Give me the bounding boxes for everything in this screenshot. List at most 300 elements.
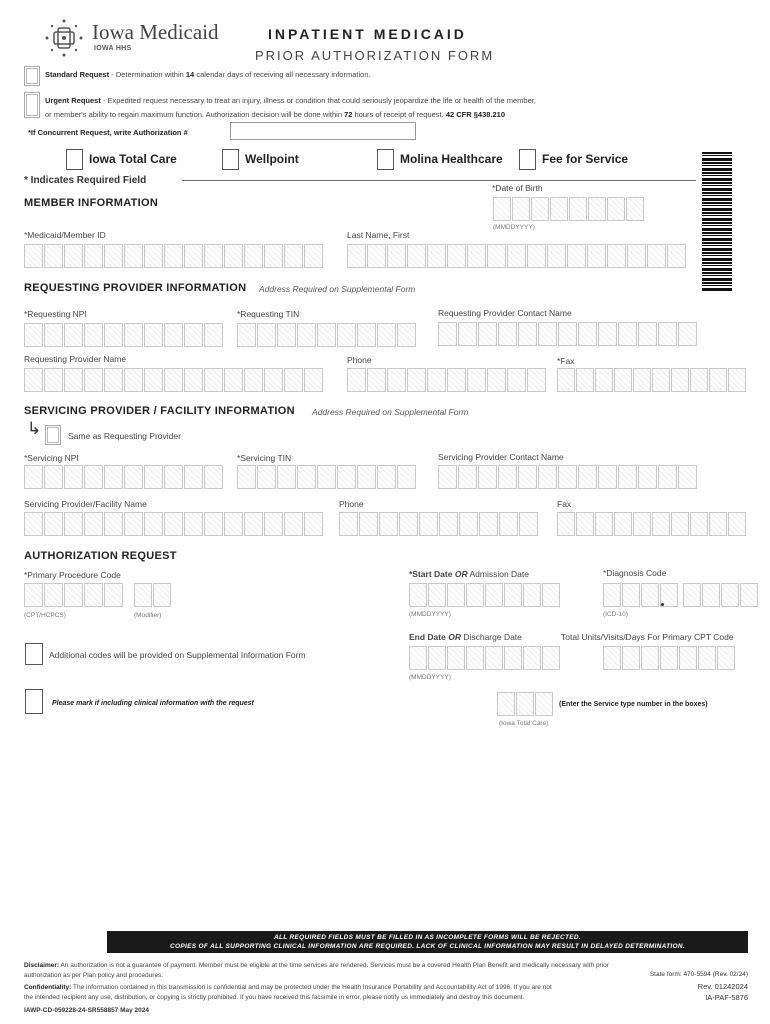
input-cell[interactable]: [507, 244, 526, 268]
service-type-label: (Enter the Service type number in the boxes): [559, 701, 708, 708]
input-cell[interactable]: [527, 244, 546, 268]
requesting-contact-label: Requesting Provider Contact Name: [438, 308, 572, 318]
input-cell[interactable]: [204, 368, 223, 392]
input-cell[interactable]: [709, 368, 727, 392]
member-id-label: *Medicaid/Member ID: [24, 230, 106, 240]
total-units-label: Total Units/Visits/Days For Primary CPT Code: [561, 632, 734, 642]
service-type-input[interactable]: [497, 692, 554, 716]
input-cell[interactable]: [641, 646, 659, 670]
input-cell[interactable]: [277, 465, 296, 489]
input-cell[interactable]: [24, 512, 43, 536]
logo-mark-icon: [44, 18, 84, 58]
input-cell[interactable]: [576, 512, 594, 536]
input-cell[interactable]: [84, 512, 103, 536]
input-cell[interactable]: [728, 368, 746, 392]
input-cell[interactable]: [237, 323, 256, 347]
plan-iowa-total-care-label: Iowa Total Care: [89, 152, 177, 166]
input-cell[interactable]: [447, 368, 466, 392]
confidentiality-text: The information contained in this transmission is confidential and may be protected under the Health Insurance Portability and Accountability Act of 1996. If you are not: [71, 984, 552, 991]
input-cell[interactable]: [578, 322, 597, 346]
revision-number: Rev. 01242024: [697, 982, 748, 991]
input-cell[interactable]: [614, 512, 632, 536]
input-cell[interactable]: [478, 465, 497, 489]
input-cell[interactable]: [447, 244, 466, 268]
input-cell[interactable]: [164, 465, 183, 489]
input-cell[interactable]: [244, 244, 263, 268]
servicing-phone-input[interactable]: [339, 512, 539, 536]
input-cell[interactable]: [447, 646, 465, 670]
input-cell[interactable]: [633, 512, 651, 536]
input-cell[interactable]: [638, 322, 657, 346]
input-cell[interactable]: [622, 583, 640, 607]
confidentiality-text-2: the intended recipient any use, distribution, or copying is strictly prohibited. If you have received this facsimile in error, please notify us immediately and destroy this document.: [24, 994, 525, 1001]
dob-input[interactable]: [493, 197, 645, 221]
input-cell[interactable]: [558, 322, 577, 346]
input-cell[interactable]: [466, 646, 484, 670]
input-cell[interactable]: [721, 583, 739, 607]
input-cell[interactable]: [458, 465, 477, 489]
input-cell[interactable]: [337, 323, 356, 347]
standard-days: 14: [185, 70, 195, 79]
input-cell[interactable]: [377, 465, 396, 489]
servicing-name-label: Servicing Provider/Facility Name: [24, 499, 147, 509]
input-cell[interactable]: [337, 465, 356, 489]
input-cell[interactable]: [359, 512, 378, 536]
procedure-code-label: *Primary Procedure Code: [24, 570, 121, 580]
plan-fee-for-service-label: Fee for Service: [542, 152, 629, 166]
input-cell[interactable]: [578, 465, 597, 489]
requesting-name-input[interactable]: [24, 368, 324, 392]
input-cell[interactable]: [618, 465, 637, 489]
input-cell[interactable]: [164, 244, 183, 268]
input-cell[interactable]: [84, 583, 103, 607]
input-cell[interactable]: [134, 583, 152, 607]
input-cell[interactable]: [538, 322, 557, 346]
input-cell[interactable]: [64, 368, 83, 392]
start-date-hint: (MMDDYYYY): [409, 611, 451, 618]
input-cell[interactable]: [144, 368, 163, 392]
input-cell[interactable]: [535, 692, 553, 716]
input-cell[interactable]: [467, 368, 486, 392]
input-cell[interactable]: [164, 323, 183, 347]
input-cell[interactable]: [603, 583, 621, 607]
input-cell[interactable]: [658, 322, 677, 346]
input-cell[interactable]: [519, 512, 538, 536]
input-cell[interactable]: [558, 465, 577, 489]
procedure-code-input[interactable]: [24, 583, 124, 607]
urgent-request-text: [45, 94, 536, 122]
input-cell[interactable]: [104, 368, 123, 392]
input-cell[interactable]: [504, 646, 522, 670]
input-cell[interactable]: [588, 197, 606, 221]
servicing-npi-input[interactable]: [24, 465, 224, 489]
additional-codes-checkbox[interactable]: [25, 643, 43, 665]
diagnosis-decimal-dot: [661, 603, 664, 606]
dob-hint: (MMDDYYYY): [493, 224, 535, 231]
input-cell[interactable]: [427, 368, 446, 392]
input-cell[interactable]: [24, 583, 43, 607]
input-cell[interactable]: [523, 583, 541, 607]
end-date-input[interactable]: [409, 646, 561, 670]
input-cell[interactable]: [144, 323, 163, 347]
standard-request-text: [45, 70, 371, 79]
input-cell[interactable]: [595, 368, 613, 392]
input-cell[interactable]: [24, 368, 43, 392]
input-cell[interactable]: [64, 583, 83, 607]
input-cell[interactable]: [64, 512, 83, 536]
plan-wellpoint-checkbox[interactable]: [222, 149, 239, 170]
urgent-cfr: 42 CFR §438.210: [445, 110, 506, 119]
input-cell[interactable]: [652, 512, 670, 536]
input-cell[interactable]: [531, 197, 549, 221]
logo-name: Iowa Medicaid: [92, 20, 219, 44]
input-cell[interactable]: [487, 368, 506, 392]
plan-molina-label: Molina Healthcare: [400, 152, 503, 166]
requesting-phone-label: Phone: [347, 355, 372, 365]
member-id-input[interactable]: [24, 244, 324, 268]
input-cell[interactable]: [184, 244, 203, 268]
input-cell[interactable]: [124, 512, 143, 536]
input-cell[interactable]: [164, 512, 183, 536]
input-cell[interactable]: [518, 322, 537, 346]
input-cell[interactable]: [304, 244, 323, 268]
input-cell[interactable]: [671, 512, 689, 536]
input-cell[interactable]: [297, 465, 316, 489]
required-note: * Indicates Required Field: [24, 175, 147, 186]
input-cell[interactable]: [467, 244, 486, 268]
input-cell[interactable]: [569, 197, 587, 221]
servicing-name-input[interactable]: [24, 512, 324, 536]
input-cell[interactable]: [399, 512, 418, 536]
input-cell[interactable]: [622, 646, 640, 670]
input-cell[interactable]: [304, 512, 323, 536]
input-cell[interactable]: [164, 368, 183, 392]
input-cell[interactable]: [678, 322, 697, 346]
input-cell[interactable]: [264, 368, 283, 392]
return-arrow-icon: ↳: [27, 419, 42, 438]
input-cell[interactable]: [542, 646, 560, 670]
input-cell[interactable]: [257, 465, 276, 489]
input-cell[interactable]: [603, 646, 621, 670]
plan-molina-checkbox[interactable]: [377, 149, 394, 170]
requesting-phone-input[interactable]: [347, 368, 547, 392]
logo-subtitle: IOWA HHS: [94, 45, 132, 52]
input-cell[interactable]: [516, 692, 534, 716]
input-cell[interactable]: [284, 368, 303, 392]
input-cell[interactable]: [317, 465, 336, 489]
input-cell[interactable]: [679, 646, 697, 670]
input-cell[interactable]: [595, 512, 613, 536]
input-cell[interactable]: [438, 322, 457, 346]
input-cell[interactable]: [244, 368, 263, 392]
input-cell[interactable]: [576, 368, 594, 392]
input-cell[interactable]: [598, 322, 617, 346]
input-cell[interactable]: [498, 322, 517, 346]
input-cell[interactable]: [587, 244, 606, 268]
requesting-tin-label: *Requesting TIN: [237, 309, 300, 319]
input-cell[interactable]: [104, 583, 123, 607]
input-cell[interactable]: [542, 583, 560, 607]
input-cell[interactable]: [44, 368, 63, 392]
requesting-section-note: Address Required on Supplemental Form: [259, 284, 416, 294]
additional-codes-label: Additional codes will be provided on Supplemental Information Form: [49, 650, 306, 660]
input-cell[interactable]: [184, 323, 203, 347]
input-cell[interactable]: [124, 368, 143, 392]
input-cell[interactable]: [690, 512, 708, 536]
input-cell[interactable]: [224, 512, 243, 536]
form-subtitle: PRIOR AUTHORIZATION FORM: [255, 48, 495, 63]
input-cell[interactable]: [367, 368, 386, 392]
requesting-contact-input[interactable]: [438, 322, 698, 346]
servicing-tin-input[interactable]: [237, 465, 417, 489]
input-cell[interactable]: [678, 465, 697, 489]
input-cell[interactable]: [458, 322, 477, 346]
input-cell[interactable]: [557, 368, 575, 392]
input-cell[interactable]: [84, 465, 103, 489]
input-cell[interactable]: [224, 244, 243, 268]
modifier-input[interactable]: [134, 583, 172, 607]
input-cell[interactable]: [598, 465, 617, 489]
urgent-request-desc3: hours of receipt of request.: [352, 110, 446, 119]
requesting-npi-label: *Requesting NPI: [24, 309, 87, 319]
input-cell[interactable]: [64, 244, 83, 268]
input-cell[interactable]: [439, 512, 458, 536]
input-cell[interactable]: [387, 368, 406, 392]
input-cell[interactable]: [124, 244, 143, 268]
input-cell[interactable]: [419, 512, 438, 536]
member-name-input[interactable]: [347, 244, 687, 268]
notice-line-1: ALL REQUIRED FIELDS MUST BE FILLED IN AS INCOMPLETE FORMS WILL BE REJECTED.: [274, 934, 581, 941]
input-cell[interactable]: [504, 583, 522, 607]
plan-fee-for-service-checkbox[interactable]: [519, 149, 536, 170]
input-cell[interactable]: [633, 368, 651, 392]
input-cell[interactable]: [284, 512, 303, 536]
input-cell[interactable]: [702, 583, 720, 607]
input-cell[interactable]: [264, 244, 283, 268]
standard-request-checkbox[interactable]: [24, 66, 40, 86]
member-section-title: MEMBER INFORMATION: [24, 197, 159, 209]
input-cell[interactable]: [347, 368, 366, 392]
input-cell[interactable]: [709, 512, 727, 536]
input-cell[interactable]: [447, 583, 465, 607]
input-cell[interactable]: [367, 244, 386, 268]
input-cell[interactable]: [479, 512, 498, 536]
input-cell[interactable]: [257, 323, 276, 347]
input-cell[interactable]: [428, 583, 446, 607]
input-cell[interactable]: [407, 244, 426, 268]
input-cell[interactable]: [607, 244, 626, 268]
input-cell[interactable]: [397, 465, 416, 489]
input-cell[interactable]: [204, 244, 223, 268]
input-cell[interactable]: [184, 465, 203, 489]
input-cell[interactable]: [717, 646, 735, 670]
start-date-input[interactable]: [409, 583, 561, 607]
notice-line-2: COPIES OF ALL SUPPORTING CLINICAL INFORMATION ARE REQUIRED. LACK OF CLINICAL INFORMATION MAY RESULT IN DELAYED DETERMINATION.: [170, 943, 685, 950]
input-cell[interactable]: [339, 512, 358, 536]
input-cell[interactable]: [466, 583, 484, 607]
input-cell[interactable]: [499, 512, 518, 536]
input-cell[interactable]: [485, 646, 503, 670]
input-cell[interactable]: [277, 323, 296, 347]
input-cell[interactable]: [427, 244, 446, 268]
servicing-npi-label: *Servicing NPI: [24, 453, 79, 463]
input-cell[interactable]: [377, 323, 396, 347]
input-cell[interactable]: [407, 368, 426, 392]
input-cell[interactable]: [567, 244, 586, 268]
input-cell[interactable]: [607, 197, 625, 221]
input-cell[interactable]: [683, 583, 701, 607]
requesting-npi-input[interactable]: [24, 323, 224, 347]
input-cell[interactable]: [728, 512, 746, 536]
input-cell[interactable]: [493, 197, 511, 221]
input-cell[interactable]: [124, 323, 143, 347]
clinical-info-checkbox[interactable]: [25, 689, 43, 714]
input-cell[interactable]: [658, 465, 677, 489]
input-cell[interactable]: [547, 244, 566, 268]
input-cell[interactable]: [626, 197, 644, 221]
input-cell[interactable]: [204, 323, 223, 347]
input-cell[interactable]: [44, 512, 63, 536]
input-cell[interactable]: [64, 323, 83, 347]
input-cell[interactable]: [153, 583, 171, 607]
input-cell[interactable]: [297, 323, 316, 347]
input-cell[interactable]: [44, 465, 63, 489]
urgent-request-checkbox[interactable]: [24, 92, 40, 118]
servicing-contact-input[interactable]: [438, 465, 698, 489]
input-cell[interactable]: [660, 646, 678, 670]
urgent-request-label: Urgent Request: [45, 96, 101, 105]
input-cell[interactable]: [487, 244, 506, 268]
input-cell[interactable]: [550, 197, 568, 221]
input-cell[interactable]: [652, 368, 670, 392]
input-cell[interactable]: [512, 197, 530, 221]
form-title: INPATIENT MEDICAID: [268, 26, 467, 42]
input-cell[interactable]: [557, 512, 575, 536]
disclaimer-label: Disclaimer:: [24, 962, 60, 969]
input-cell[interactable]: [667, 244, 686, 268]
input-cell[interactable]: [264, 512, 283, 536]
input-cell[interactable]: [409, 646, 427, 670]
input-cell[interactable]: [24, 465, 43, 489]
servicing-tin-label: *Servicing TIN: [237, 453, 292, 463]
input-cell[interactable]: [498, 465, 517, 489]
input-cell[interactable]: [144, 244, 163, 268]
input-cell[interactable]: [237, 465, 256, 489]
dob-label: *Date of Birth: [492, 183, 543, 193]
input-cell[interactable]: [44, 323, 63, 347]
input-cell[interactable]: [438, 465, 457, 489]
servicing-fax-input[interactable]: [557, 512, 747, 536]
servicing-fax-label: Fax: [557, 499, 572, 509]
input-cell[interactable]: [357, 465, 376, 489]
requesting-tin-input[interactable]: [237, 323, 417, 347]
input-cell[interactable]: [184, 512, 203, 536]
input-cell[interactable]: [627, 244, 646, 268]
disclaimer-text-2: authorization as per Plan policy and procedures.: [24, 972, 164, 979]
input-cell[interactable]: [690, 368, 708, 392]
input-cell[interactable]: [478, 322, 497, 346]
start-date-label: *Start Date OR Admission Date: [409, 569, 529, 579]
input-cell[interactable]: [618, 322, 637, 346]
input-cell[interactable]: [538, 465, 557, 489]
input-cell[interactable]: [204, 512, 223, 536]
input-cell[interactable]: [614, 368, 632, 392]
input-cell[interactable]: [144, 465, 163, 489]
concurrent-auth-input[interactable]: [230, 122, 416, 140]
input-cell[interactable]: [44, 583, 63, 607]
disclaimer: [24, 961, 714, 981]
input-cell[interactable]: [224, 368, 243, 392]
input-cell[interactable]: [304, 368, 323, 392]
input-cell[interactable]: [24, 323, 43, 347]
service-type-hint: (Iowa Total Care): [499, 720, 549, 727]
diagnosis-code-input[interactable]: [603, 583, 759, 607]
input-cell[interactable]: [104, 512, 123, 536]
input-cell[interactable]: [104, 244, 123, 268]
input-cell[interactable]: [527, 368, 546, 392]
input-cell[interactable]: [397, 323, 416, 347]
input-cell[interactable]: [387, 244, 406, 268]
input-cell[interactable]: [485, 583, 503, 607]
input-cell[interactable]: [409, 583, 427, 607]
same-as-requesting-checkbox[interactable]: [45, 425, 61, 445]
input-cell[interactable]: [84, 368, 103, 392]
input-cell[interactable]: [144, 512, 163, 536]
input-cell[interactable]: [347, 244, 366, 268]
input-cell[interactable]: [497, 692, 515, 716]
authorization-section-title: AUTHORIZATION REQUEST: [24, 550, 177, 562]
input-cell[interactable]: [44, 244, 63, 268]
input-cell[interactable]: [698, 646, 716, 670]
input-cell[interactable]: [638, 465, 657, 489]
input-cell[interactable]: [671, 368, 689, 392]
input-cell[interactable]: [104, 323, 123, 347]
input-cell[interactable]: [507, 368, 526, 392]
concurrent-label: *If Concurrent Request, write Authorization #: [28, 128, 188, 137]
total-units-input[interactable]: [603, 646, 736, 670]
input-cell[interactable]: [84, 244, 103, 268]
input-cell[interactable]: [647, 244, 666, 268]
urgent-hours: 72: [344, 110, 353, 119]
input-cell[interactable]: [523, 646, 541, 670]
input-cell[interactable]: [518, 465, 537, 489]
input-cell[interactable]: [379, 512, 398, 536]
member-name-label: Last Name, First: [347, 230, 410, 240]
input-cell[interactable]: [428, 646, 446, 670]
barcode: [702, 152, 732, 292]
input-cell[interactable]: [641, 583, 659, 607]
input-cell[interactable]: [24, 244, 43, 268]
input-cell[interactable]: [740, 583, 758, 607]
plan-iowa-total-care-checkbox[interactable]: [66, 149, 83, 170]
input-cell[interactable]: [357, 323, 376, 347]
input-cell[interactable]: [64, 465, 83, 489]
clinical-info-label: Please mark if including clinical information with the request: [52, 700, 254, 707]
input-cell[interactable]: [124, 465, 143, 489]
input-cell[interactable]: [244, 512, 263, 536]
confidentiality: [24, 983, 664, 1003]
input-cell[interactable]: [317, 323, 336, 347]
input-cell[interactable]: [204, 465, 223, 489]
urgent-request-desc2: or member's ability to regain maximum function. Authorization decision will be done within: [45, 110, 345, 119]
input-cell[interactable]: [459, 512, 478, 536]
input-cell[interactable]: [104, 465, 123, 489]
requesting-fax-input[interactable]: [557, 368, 747, 392]
requesting-fax-label: *Fax: [557, 356, 575, 366]
input-cell[interactable]: [84, 323, 103, 347]
input-cell[interactable]: [184, 368, 203, 392]
input-cell[interactable]: [284, 244, 303, 268]
